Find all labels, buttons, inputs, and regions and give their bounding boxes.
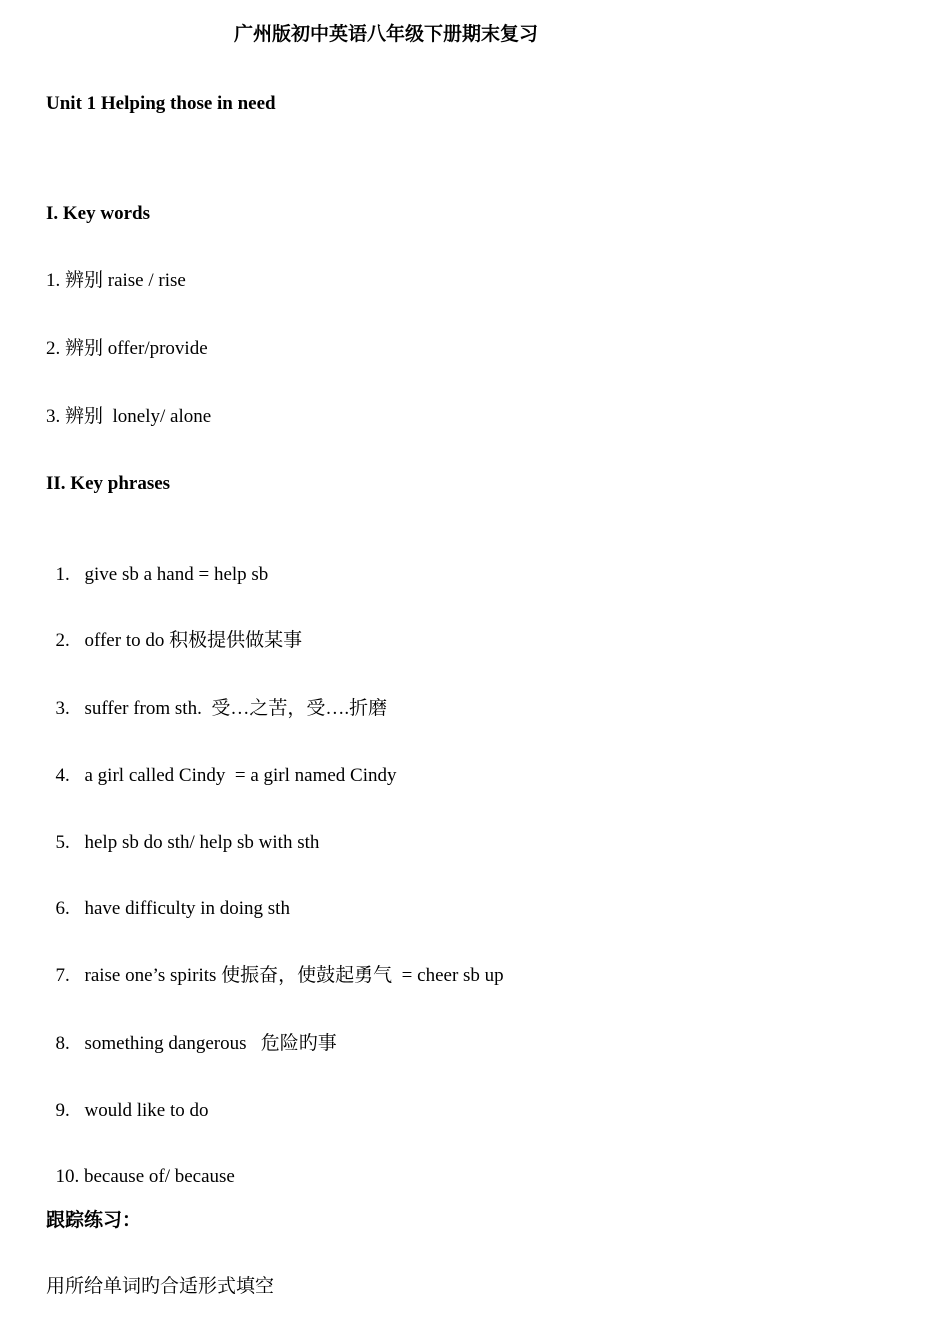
list-number: 5.	[55, 832, 70, 853]
key-phrase-item	[46, 873, 290, 921]
list-number: 1.	[55, 564, 70, 585]
unit-heading: Unit 1 Helping those in need	[46, 93, 276, 114]
list-number: 7.	[55, 965, 70, 986]
key-phrase-item	[46, 673, 387, 721]
phrase-text: something dangerous 危险旳事	[84, 1033, 337, 1054]
key-word-item: 2. 辨别 offer/provide	[46, 338, 208, 359]
key-phrase-item	[46, 1141, 235, 1189]
phrase-text: suffer from sth. 受…之苦，受….折磨	[84, 698, 388, 719]
key-word-item: 1. 辨别 raise / rise	[46, 270, 186, 291]
document-title: 广州版初中英语八年级下册期末复习	[234, 24, 539, 45]
list-number: 6.	[55, 898, 70, 919]
phrase-text: a girl called Cindy = a girl named Cindy	[84, 765, 397, 786]
phrase-text: raise one’s spirits 使振奋，使鼓起勇气 = cheer sb up	[84, 965, 504, 986]
practice-heading: 跟踪练习：	[46, 1210, 142, 1231]
phrase-text: give sb a hand = help sb	[84, 564, 269, 585]
phrase-text: would like to do	[84, 1100, 209, 1121]
list-number: 3.	[55, 698, 70, 719]
key-phrase-item	[46, 605, 302, 653]
key-phrase-item	[46, 940, 504, 988]
phrase-text: have difficulty in doing sth	[84, 898, 290, 919]
key-phrases-heading: II. Key phrases	[46, 473, 171, 494]
practice-instruction: 用所给单词旳合适形式填空	[46, 1276, 275, 1297]
list-number: 9.	[55, 1100, 70, 1121]
key-words-heading: I. Key words	[46, 203, 150, 224]
phrase-text: 10. because of/ because	[55, 1166, 235, 1187]
list-number: 4.	[55, 765, 70, 786]
key-phrase-item	[46, 740, 397, 788]
list-number: 8.	[55, 1033, 70, 1054]
phrase-text: offer to do 积极提供做某事	[84, 630, 303, 651]
phrase-text: help sb do sth/ help sb with sth	[84, 832, 320, 853]
key-phrase-item	[46, 807, 319, 855]
key-phrase-item	[46, 539, 268, 587]
key-word-item: 3. 辨别 lonely/ alone	[46, 406, 212, 427]
key-phrase-item	[46, 1075, 209, 1123]
list-number: 2.	[55, 630, 70, 651]
key-phrase-item	[46, 1008, 337, 1056]
